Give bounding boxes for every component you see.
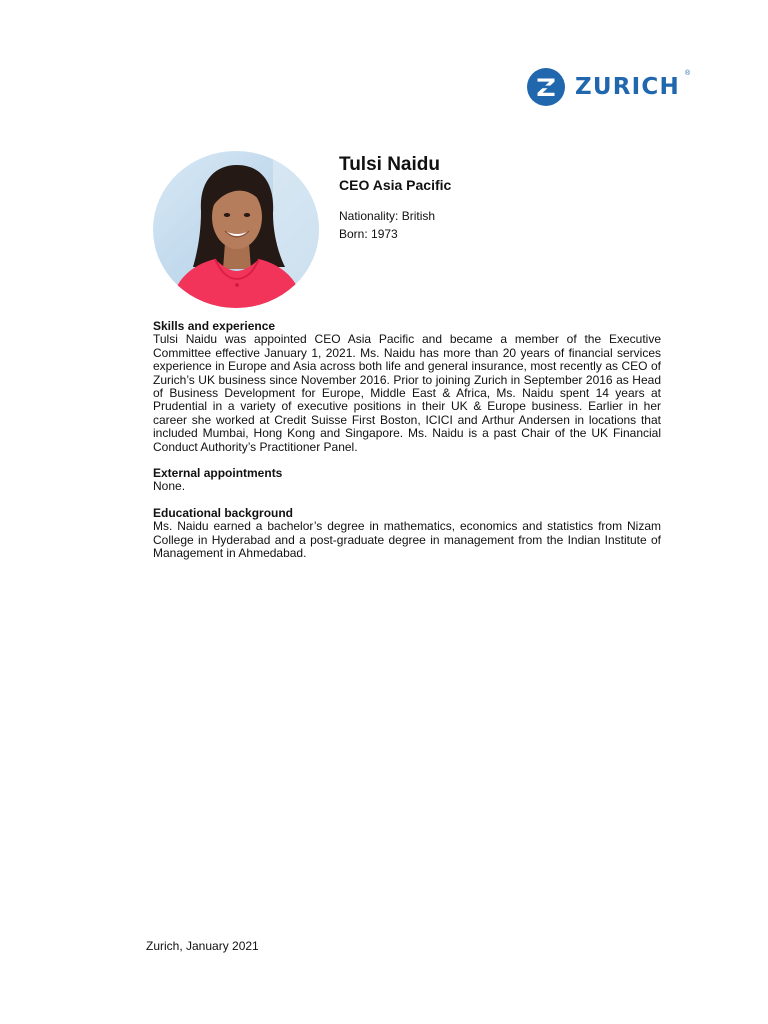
section-body: None.	[153, 479, 186, 494]
person-name: Tulsi Naidu	[339, 154, 440, 175]
brand-name: ZURICH	[575, 74, 680, 100]
biography	[153, 320, 661, 574]
profile-photo	[153, 151, 319, 308]
section-external-appointments	[153, 467, 661, 494]
section-heading: External appointments	[153, 466, 283, 481]
person-details	[339, 207, 669, 243]
section-educational-background	[153, 507, 661, 561]
section-body: Tulsi Naidu was appointed CEO Asia Pacific and became a member of the Executive Committee effective January 1, 2021. Ms. Naidu has more than 20 years of financial services experience in Europe and Asia across both life and general insurance, most recently as CEO of Zurich’s UK business since November 2016. Prior to joining Zurich in September 2016 as Head of Business Development for Europe, Middle East & Africa, Ms. Naidu spent 14 years at Prudential in a variety of executive positions in their UK & Europe business. Earlier in her career she worked at Credit Suisse First Boston, ICICI and Arthur Andersen in locations that included Mumbai, Hong Kong and Singapore. Ms. Naidu is a past Chair of the UK Financial Conduct Authority’s Practitioner Panel.	[153, 332, 661, 454]
birth-year: Born: 1973	[339, 227, 398, 241]
zurich-z-icon	[527, 68, 565, 106]
zurich-logo	[527, 68, 691, 106]
nationality: Nationality: British	[339, 209, 436, 223]
registered-mark: ®	[685, 70, 691, 77]
person-role: CEO Asia Pacific	[339, 177, 452, 193]
document-footer: Zurich, January 2021	[146, 939, 259, 953]
section-heading: Skills and experience	[153, 319, 276, 333]
section-body: Ms. Naidu earned a bachelor’s degree in mathematics, economics and statistics from Nizam College in Hyderabad and a post-graduate degree in management from the Indian Institute of Management in Ahmedabad.	[153, 519, 661, 561]
section-heading: Educational background	[153, 505, 294, 520]
section-skills-experience	[153, 320, 661, 454]
profile-header	[339, 154, 669, 243]
